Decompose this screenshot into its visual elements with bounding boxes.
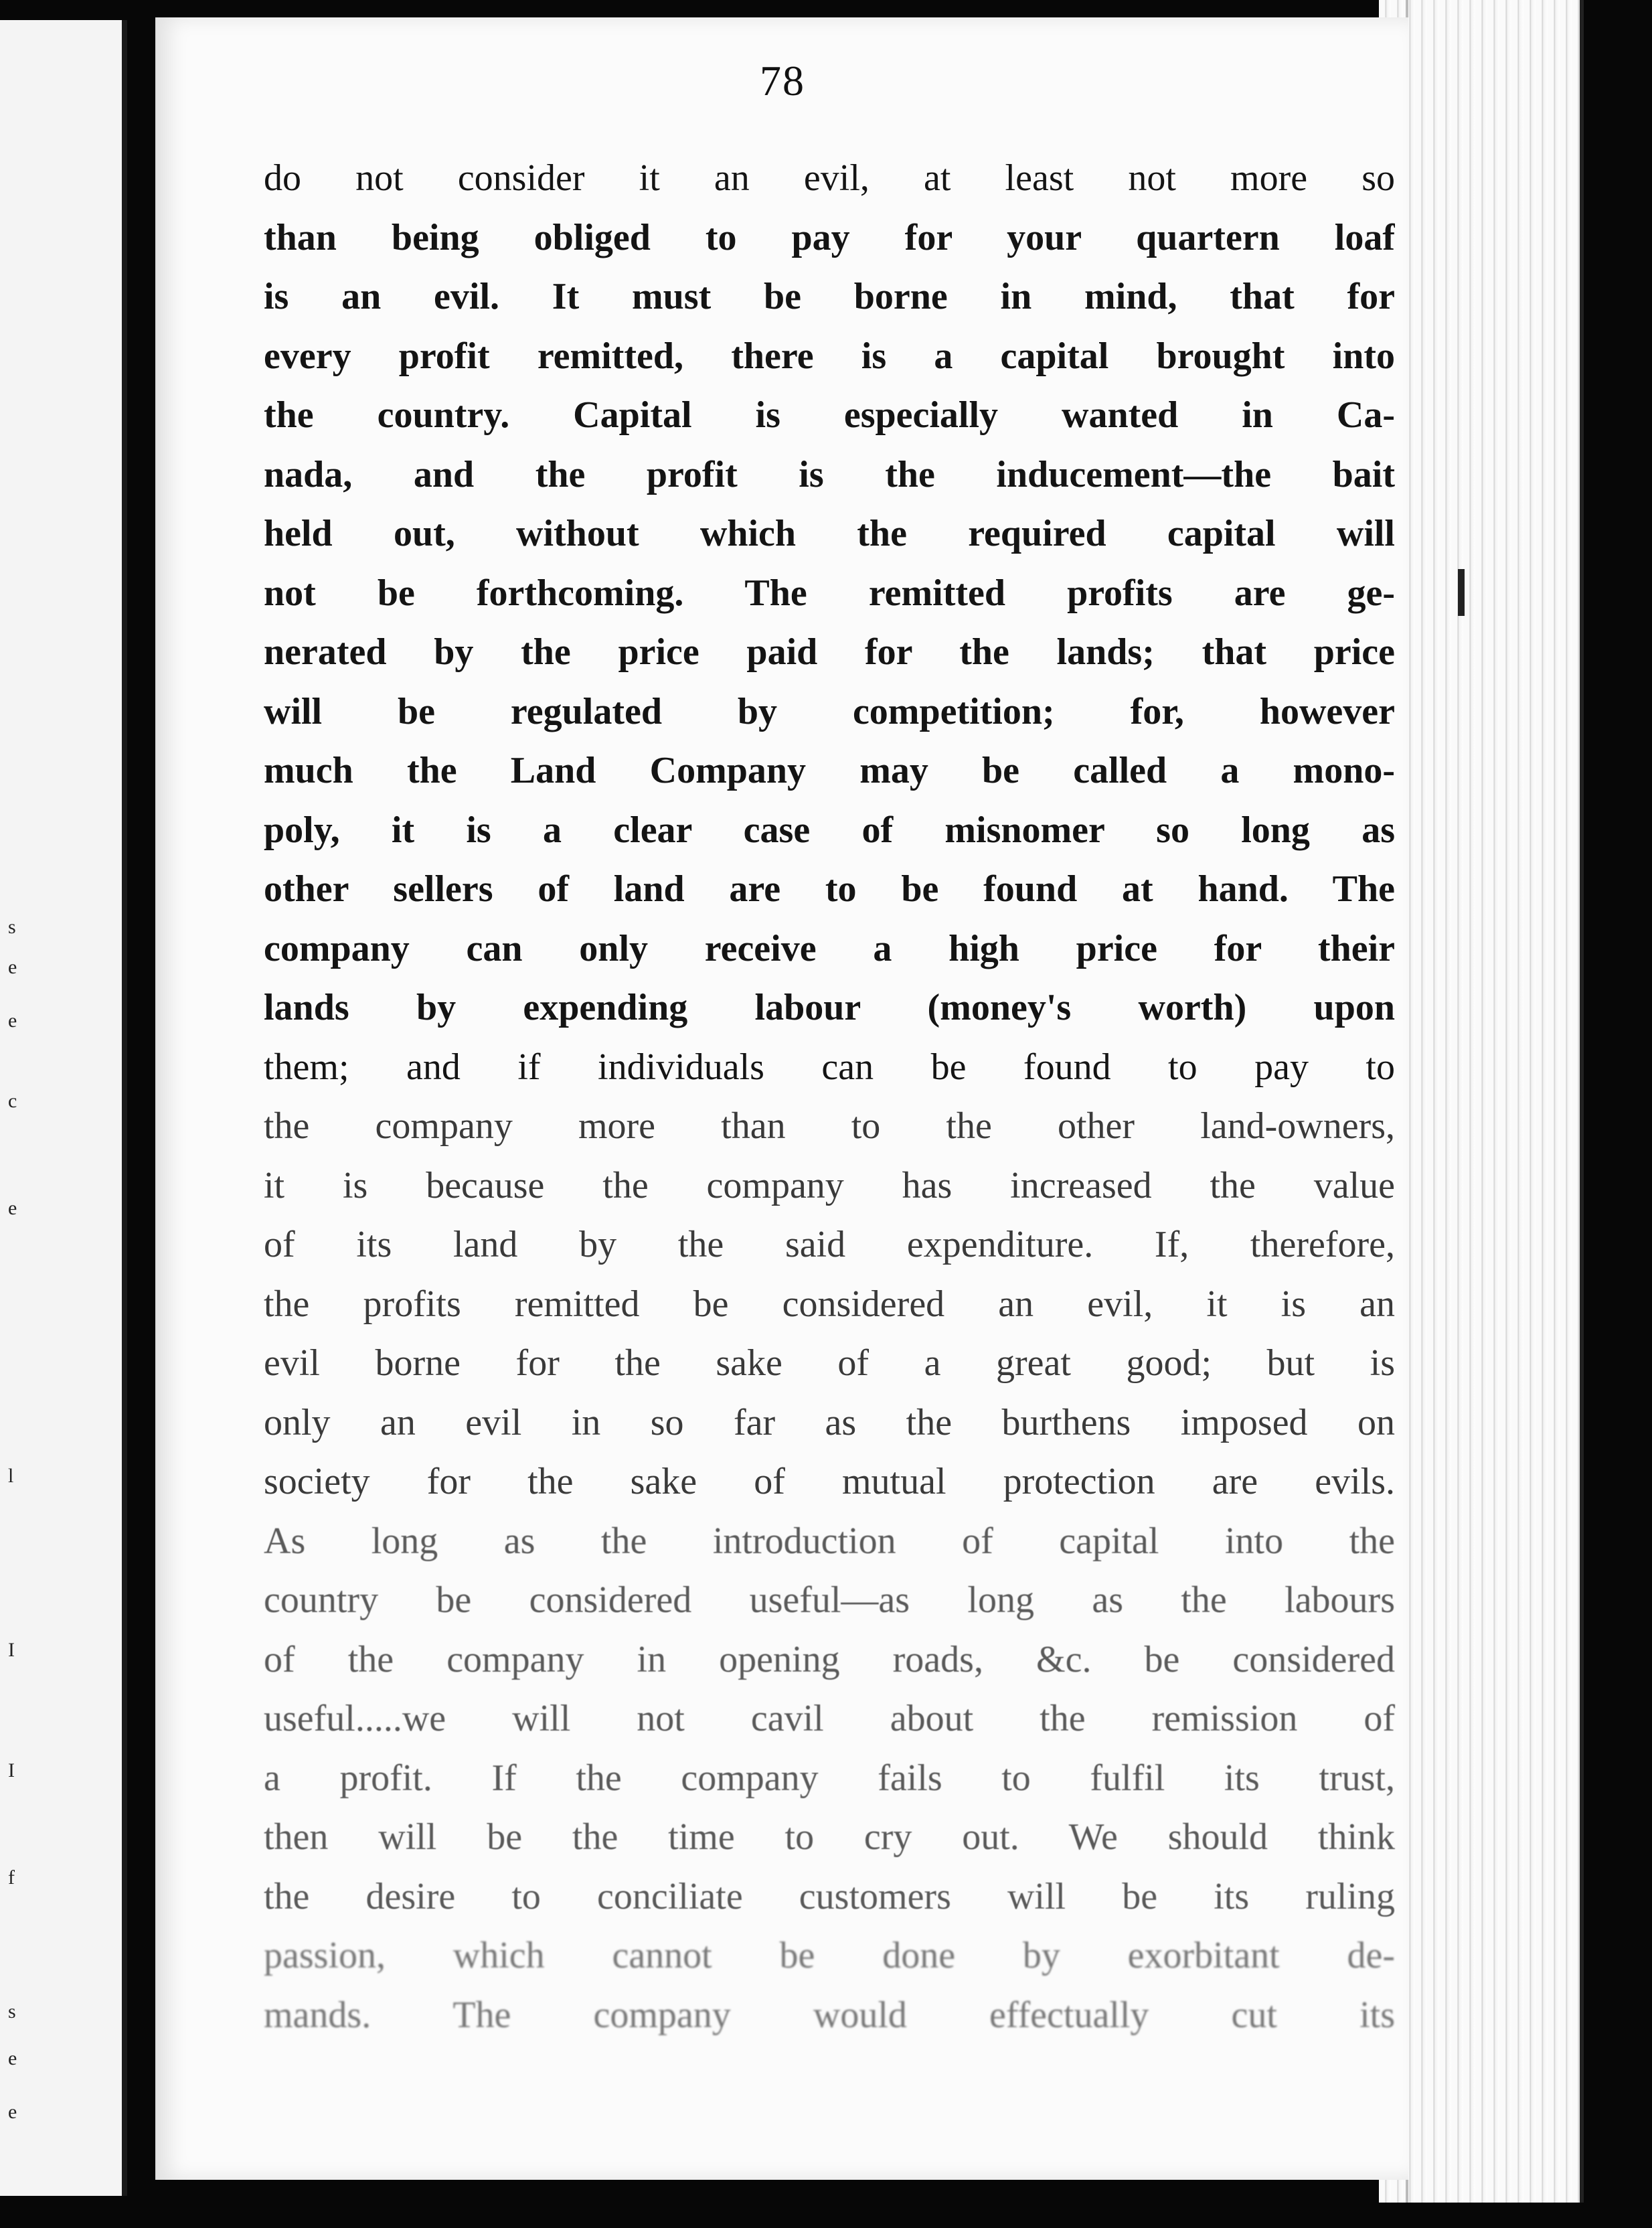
text-line: evil borne for the sake of a great good; but is	[264, 1342, 1395, 1384]
text-line: a profit. If the company fails to fulfil its trust,	[264, 1757, 1395, 1799]
margin-glyph: e	[8, 1010, 17, 1032]
text-line: the profits remitted be considered an evil, it is an	[264, 1283, 1395, 1325]
margin-glyph: s	[8, 916, 16, 938]
text-line: not be forthcoming. The remitted profits are ge-	[264, 572, 1395, 614]
text-line: other sellers of land are to be found at hand. The	[264, 868, 1395, 910]
text-line: is an evil. It must be borne in mind, that for	[264, 276, 1395, 317]
text-line: As long as the introduction of capital into the	[264, 1520, 1395, 1562]
text-line: do not consider it an evil, at least not more so	[264, 157, 1395, 199]
text-line: will be regulated by competition; for, however	[264, 690, 1395, 732]
page-number: 78	[760, 57, 805, 104]
text-line: then will be the time to cry out. We should think	[264, 1816, 1395, 1858]
edge-ink-mark	[1458, 569, 1465, 616]
text-line: society for the sake of mutual protection are evils.	[264, 1461, 1395, 1502]
text-line: useful.....we will not cavil about the remission of	[264, 1698, 1395, 1739]
page-fore-edge-stack	[1379, 0, 1584, 2203]
margin-glyph: I	[8, 1639, 15, 1661]
margin-glyph: e	[8, 2047, 17, 2069]
margin-glyph: e	[8, 1197, 17, 1219]
text-line: passion, which cannot be done by exorbitant de-	[264, 1935, 1395, 1976]
text-line: nada, and the profit is the inducement—the bait	[264, 453, 1395, 495]
body-text	[264, 149, 1395, 2045]
text-line: country be considered useful—as long as the labours	[264, 1579, 1395, 1621]
left-page-margin-text	[3, 20, 29, 2196]
text-line: mands. The company would effectually cut its	[264, 1994, 1395, 2036]
margin-glyph: e	[8, 956, 17, 978]
text-line: the desire to conciliate customers will be its ruling	[264, 1875, 1395, 1917]
text-line: them; and if individuals can be found to pay to	[264, 1046, 1395, 1088]
margin-glyph: c	[8, 1090, 17, 1112]
margin-glyph: f	[8, 1866, 15, 1889]
text-line: than being obliged to pay for your quartern loaf	[264, 216, 1395, 258]
text-line: it is because the company has increased the value	[264, 1164, 1395, 1206]
left-facing-page	[0, 20, 127, 2196]
text-line: lands by expending labour (money's worth) upon	[264, 987, 1395, 1028]
text-line: every profit remitted, there is a capital brought into	[264, 335, 1395, 377]
text-line: of its land by the said expenditure. If, therefore,	[264, 1224, 1395, 1265]
text-line: the country. Capital is especially wanted in Ca-	[264, 394, 1395, 436]
text-line: nerated by the price paid for the lands; that price	[264, 631, 1395, 673]
text-line: poly, it is a clear case of misnomer so long as	[264, 809, 1395, 851]
text-line: the company more than to the other land-owners,	[264, 1105, 1395, 1147]
text-line: held out, without which the required capital will	[264, 513, 1395, 554]
margin-glyph: s	[8, 2000, 16, 2022]
text-line: of the company in opening roads, &c. be considered	[264, 1638, 1395, 1680]
text-line: much the Land Company may be called a mono-	[264, 750, 1395, 791]
text-line: company can only receive a high price for their	[264, 927, 1395, 969]
text-line: only an evil in so far as the burthens imposed on	[264, 1401, 1395, 1443]
margin-glyph: l	[8, 1465, 14, 1487]
margin-glyph: e	[8, 2101, 17, 2123]
book-page	[155, 17, 1408, 2180]
margin-glyph: I	[8, 1759, 15, 1781]
